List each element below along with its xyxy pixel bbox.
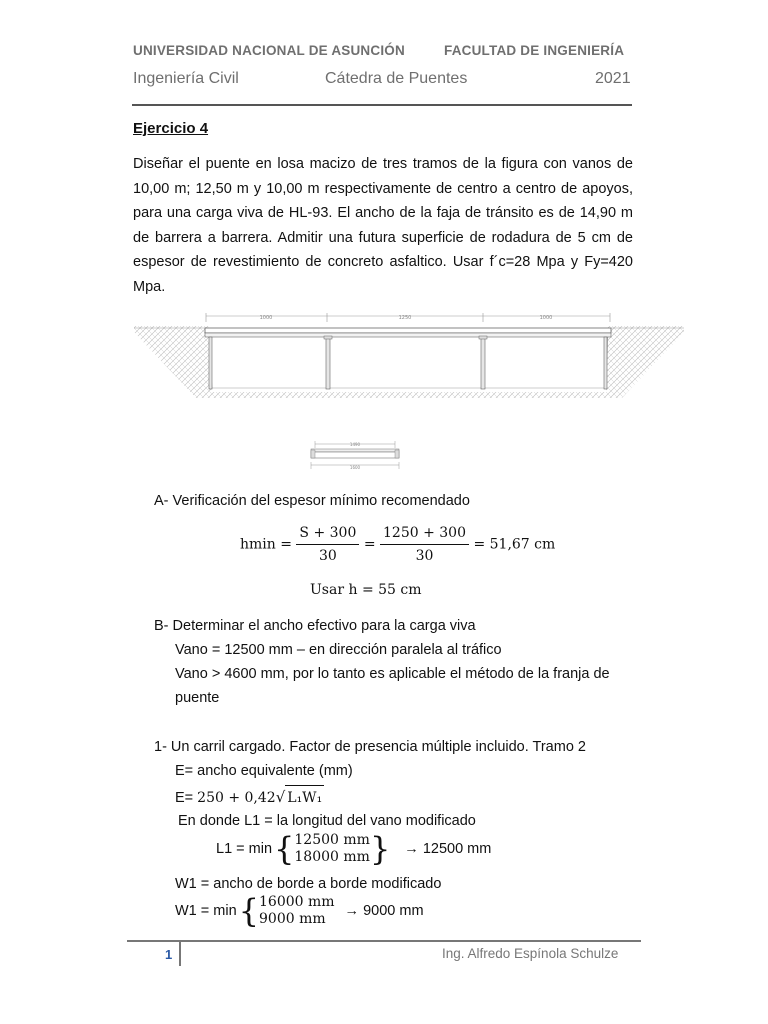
header-course: Cátedra de Puentes bbox=[325, 70, 468, 87]
l1-option-2: 18000 mm bbox=[294, 849, 370, 865]
footer-author: Ing. Alfredo Espínola Schulze bbox=[442, 946, 619, 961]
dim-span-2: 1250 bbox=[398, 315, 412, 321]
use-h: Usar h = 55 cm bbox=[310, 582, 422, 598]
e-math: 250 + 0,42 bbox=[197, 790, 276, 806]
dim-span-1: 1000 bbox=[259, 315, 273, 321]
section-1-heading: 1- Un carril cargado. Factor de presencia múltiple incluido. Tramo 2 bbox=[154, 739, 586, 755]
l1-definition: En donde L1 = la longitud del vano modificado bbox=[178, 813, 476, 829]
w1-formula bbox=[175, 894, 424, 928]
fraction-2 bbox=[380, 525, 469, 564]
dim-span-3: 1000 bbox=[539, 315, 553, 321]
sqrt-term: L₁W₁ bbox=[285, 785, 324, 811]
w1-prefix: W1 = min bbox=[175, 902, 237, 919]
l1-brace-right: } bbox=[369, 830, 391, 868]
fraction-1-denominator: 30 bbox=[318, 548, 337, 564]
bridge-cross-section-figure bbox=[305, 438, 405, 472]
hmin-result: = 51,67 cm bbox=[473, 536, 556, 553]
l1-options bbox=[294, 832, 370, 866]
section-a-heading: A- Verificación del espesor mínimo recomendado bbox=[154, 493, 470, 509]
equals-sign: = bbox=[363, 536, 376, 553]
section-b-line1: Vano = 12500 mm – en dirección paralela al tráfico bbox=[175, 642, 502, 658]
fraction-2-denominator: 30 bbox=[415, 548, 434, 564]
header-university: UNIVERSIDAD NACIONAL DE ASUNCIÓN bbox=[133, 43, 405, 58]
fraction-2-numerator: 1250 + 300 bbox=[380, 525, 469, 545]
section-b-line3: puente bbox=[175, 690, 220, 706]
w1-option-2: 9000 mm bbox=[259, 911, 326, 927]
section-b-line2: Vano > 4600 mm, por lo tanto es aplicable el método de la franja de bbox=[175, 666, 610, 682]
e-prefix: E= bbox=[175, 790, 198, 806]
hmin-formula bbox=[240, 525, 555, 564]
l1-result: → 12500 mm bbox=[404, 840, 492, 857]
w1-definition: W1 = ancho de borde a borde modificado bbox=[175, 876, 442, 892]
w1-result: → 9000 mm bbox=[344, 902, 424, 919]
w1-option-1: 16000 mm bbox=[259, 894, 335, 910]
exercise-statement: Diseñar el puente en losa macizo de tres tramos de la figura con vanos de 10,00 m; 12,50 m y 10,00 m respectivamente de centro a centro de apoyos, para una carga viva de HL-93. El ancho de la faja de tránsito es de 14,90 m de barrera a barrera. Admitir una futura superficie de rodadura de 5 cm de espesor de revestimiento de concreto asfaltico. Usar f´c=28 Mpa y Fy=420 Mpa. bbox=[133, 156, 633, 295]
e-definition: E= ancho equivalente (mm) bbox=[175, 763, 353, 779]
exercise-title: Ejercicio 4 bbox=[133, 120, 209, 137]
l1-brace-left: { bbox=[274, 830, 295, 868]
w1-options bbox=[259, 894, 335, 928]
footer-divider bbox=[179, 942, 181, 966]
sqrt-symbol: √ bbox=[275, 788, 286, 806]
l1-prefix: L1 = min bbox=[216, 840, 273, 857]
header-rule bbox=[132, 104, 632, 106]
header-faculty: FACULTAD DE INGENIERÍA bbox=[444, 43, 625, 58]
dim-section-top: 1490 bbox=[349, 442, 361, 447]
footer-rule bbox=[127, 940, 641, 942]
dim-section-bottom: 1600 bbox=[349, 465, 361, 470]
header-year: 2021 bbox=[595, 70, 631, 87]
hmin-lhs: hmin = bbox=[240, 536, 292, 553]
l1-option-1: 12500 mm bbox=[294, 832, 370, 848]
page-number: 1 bbox=[165, 947, 173, 962]
section-b-heading: B- Determinar el ancho efectivo para la carga viva bbox=[154, 618, 476, 634]
e-formula bbox=[175, 785, 324, 811]
w1-brace-left: { bbox=[238, 892, 259, 930]
l1-formula bbox=[216, 832, 491, 866]
fraction-1 bbox=[296, 525, 359, 564]
header-career: Ingeniería Civil bbox=[133, 70, 239, 87]
fraction-1-numerator: S + 300 bbox=[296, 525, 359, 545]
bridge-elevation-figure bbox=[134, 310, 684, 405]
